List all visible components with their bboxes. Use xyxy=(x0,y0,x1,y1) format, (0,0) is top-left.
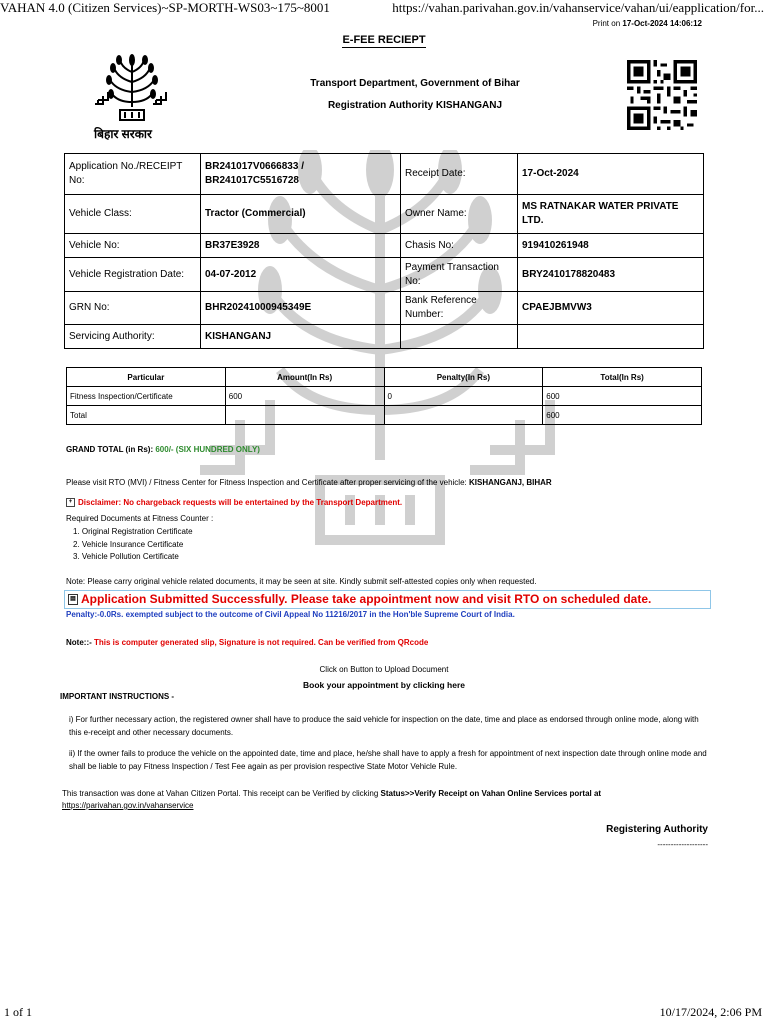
transaction-text: This transaction was done at Vahan Citizen Portal. This receipt can be Verified by clicking xyxy=(62,789,381,798)
book-appointment-link[interactable]: Book your appointment by clicking here xyxy=(303,680,465,690)
app-no-line2: BR241017C5516728 xyxy=(205,175,299,186)
success-text: Application Submitted Successfully. Please take appointment now and visit RTO on scheduled date. xyxy=(81,592,652,606)
fee-cell: Total xyxy=(67,406,226,425)
bank-ref-label: Bank Reference Number: xyxy=(401,292,518,325)
servicing-value: KISHANGANJ xyxy=(201,325,401,349)
fee-cell xyxy=(225,406,384,425)
owner-line1: MS RATNAKAR WATER PRIVATE xyxy=(522,201,679,212)
reg-date-label: Vehicle Registration Date: xyxy=(65,258,201,292)
list-item: 3. Vehicle Pollution Certificate xyxy=(73,552,179,561)
vehicle-class-value: Tractor (Commercial) xyxy=(201,195,401,234)
empty-cell xyxy=(401,325,518,349)
owner-line2: LTD. xyxy=(522,215,544,226)
owner-name-value xyxy=(518,195,704,234)
vahan-service-link[interactable]: https://parivahan.gov.in/vahanservice xyxy=(62,801,194,810)
print-timestamp: 10/17/2024, 2:06 PM xyxy=(659,1005,762,1019)
document-icon: ▤ xyxy=(68,594,78,605)
print-on-label: Print on xyxy=(592,19,621,28)
receipt-date-value: 17-Oct-2024 xyxy=(518,154,704,195)
vehicle-no-label: Vehicle No: xyxy=(65,234,201,258)
app-no-line1: BR241017V0666833 / xyxy=(205,161,304,172)
print-on xyxy=(593,19,702,28)
fee-header: Amount(In Rs) xyxy=(225,368,384,387)
chasis-value: 919410261948 xyxy=(518,234,704,258)
penalty-message: Penalty:-0.0Rs. exempted subject to the outcome of Civil Appeal No 11216/2017 in the Hon'ble Supreme Court of India. xyxy=(66,610,515,619)
grand-total-label: GRAND TOTAL (in Rs): xyxy=(66,445,154,454)
browser-url: https://vahan.parivahan.gov.in/vahanservice/vahan/ui/eapplication/for... xyxy=(392,0,764,15)
disclaimer xyxy=(66,498,402,507)
print-on-value: 17-Oct-2024 14:06:12 xyxy=(622,19,702,28)
note-text: This is computer generated slip, Signature is not required. Can be verified from QRcode xyxy=(91,638,429,647)
grand-total-value: 600/- (SIX HUNDRED ONLY) xyxy=(155,445,260,454)
app-no-value xyxy=(201,154,401,195)
department-name: Transport Department, Government of Bihar xyxy=(310,78,520,89)
app-no-label: Application No./RECEIPT No: xyxy=(65,154,201,195)
grand-total xyxy=(66,445,260,454)
fee-cell: 0 xyxy=(384,387,543,406)
receipt-date-label: Receipt Date: xyxy=(401,154,518,195)
required-docs-list xyxy=(73,526,193,564)
registering-authority: Registering Authority xyxy=(606,824,708,835)
vehicle-info-table xyxy=(64,153,704,349)
registration-authority: Registration Authority KISHANGANJ xyxy=(327,100,503,111)
payment-txn-label: Payment Transaction No: xyxy=(401,258,518,292)
reg-date-value: 04-07-2012 xyxy=(201,258,401,292)
list-item: 2. Vehicle Insurance Certificate xyxy=(73,539,184,549)
fee-cell: 600 xyxy=(543,406,702,425)
fee-cell: Fitness Inspection/Certificate xyxy=(67,387,226,406)
instruction-item: ii) If the owner fails to produce the vehicle on the appointed date, time and place, he/she shall have to apply a fresh for appointment of next inspection date through online mode and shall be liable to pay Fitness Inspection / Test Fee again as per provision respective State Motor Vehicle Rule. xyxy=(69,749,707,771)
required-docs-heading: Required Documents at Fitness Counter : xyxy=(66,514,214,523)
fee-header: Penalty(In Rs) xyxy=(384,368,543,387)
computer-generated-note xyxy=(66,638,428,647)
page-count: 1 of 1 xyxy=(4,1005,32,1019)
signature-line: ------------------- xyxy=(657,840,708,849)
carry-documents-note: Note: Please carry original vehicle related documents, it may be seen at site. Kindly submit self-attested copies only when requested. xyxy=(66,577,537,586)
transaction-note xyxy=(62,788,722,812)
table-row xyxy=(67,387,702,406)
visit-text: Please visit RTO (MVI) / Fitness Center for Fitness Inspection and Certificate after proper servicing of the vehicle: xyxy=(66,478,467,487)
note-label: Note::- xyxy=(66,638,92,647)
transaction-bold: Status>>Verify Receipt on Vahan Online Services portal at xyxy=(380,789,602,798)
receipt-title-text: E-FEE RECIEPT xyxy=(342,34,426,46)
owner-name-label: Owner Name: xyxy=(401,195,518,234)
payment-txn-value: BRY2410178820483 xyxy=(518,258,704,292)
fee-cell: 600 xyxy=(225,387,384,406)
disclaimer-text: Disclaimer: No chargeback requests will be entertained by the Transport Department. xyxy=(78,498,403,507)
emblem-caption: बिहार सरकार xyxy=(94,127,152,141)
browser-page-title: VAHAN 4.0 (Citizen Services)~SP-MORTH-WS03~175~8001 xyxy=(0,0,330,15)
table-row xyxy=(67,406,702,425)
fee-table xyxy=(66,367,702,425)
servicing-label: Servicing Authority: xyxy=(65,325,201,349)
visit-place: KISHANGANJ, BIHAR xyxy=(469,478,552,487)
chasis-label: Chasis No: xyxy=(401,234,518,258)
fee-cell xyxy=(384,406,543,425)
upload-document-link[interactable]: Click on Button to Upload Document xyxy=(319,665,449,674)
visit-instruction xyxy=(66,478,552,487)
bank-ref-value: CPAEJBMVW3 xyxy=(518,292,704,325)
vehicle-class-label: Vehicle Class: xyxy=(65,195,201,234)
fee-header: Particular xyxy=(67,368,226,387)
expand-icon[interactable]: + xyxy=(66,498,75,507)
qr-code-icon[interactable] xyxy=(627,60,697,130)
vehicle-no-value: BR37E3928 xyxy=(201,234,401,258)
success-message xyxy=(64,590,711,609)
page-title xyxy=(0,34,768,46)
empty-cell xyxy=(518,325,704,349)
grn-label: GRN No: xyxy=(65,292,201,325)
grn-value: BHR20241000945349E xyxy=(201,292,401,325)
fee-cell: 600 xyxy=(543,387,702,406)
list-item: 1. Original Registration Certificate xyxy=(73,527,193,536)
important-instructions-heading: IMPORTANT INSTRUCTIONS - xyxy=(60,692,175,701)
fee-header: Total(In Rs) xyxy=(543,368,702,387)
instruction-item: i) For further necessary action, the registered owner shall have to produce the said vehicle for inspection on the date, time and place as endorsed through online mode, along with this e-receipt and other necessary documents. xyxy=(69,715,699,737)
